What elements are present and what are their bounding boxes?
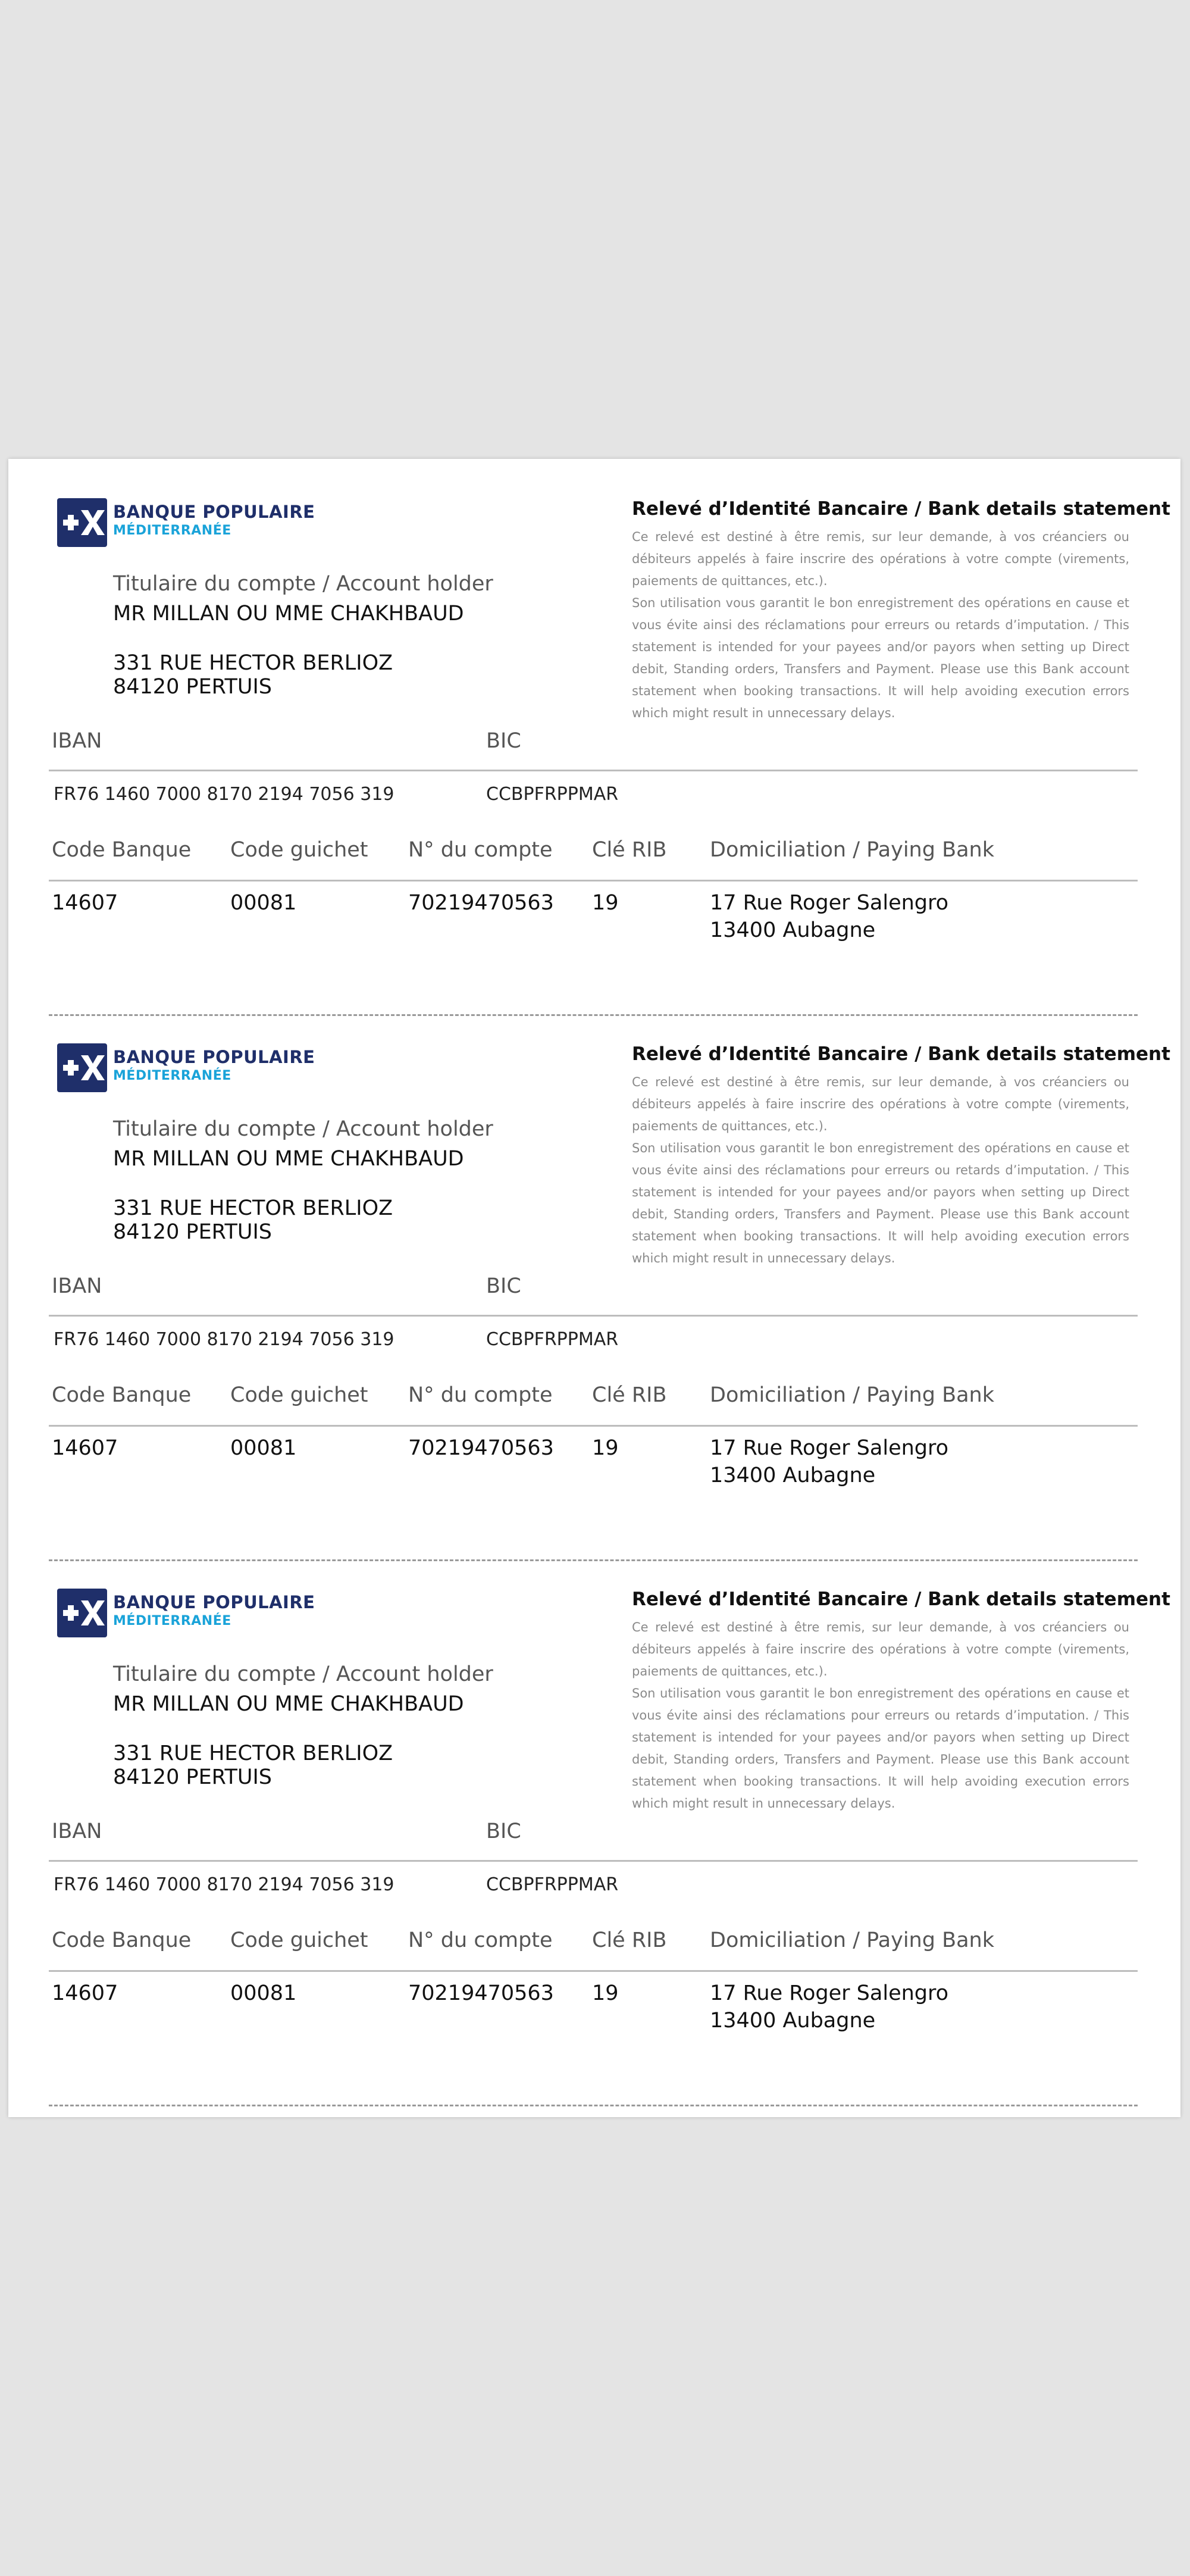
rib-statement: [8, 459, 1180, 1004]
value-domiciliation-line1: 17 Rue Roger Salengro: [710, 1436, 949, 1460]
bic-value: CCBPFRPPMAR: [486, 784, 619, 805]
divider: [49, 1970, 1138, 1972]
value-domiciliation-line1: 17 Rue Roger Salengro: [710, 1981, 949, 2005]
header-domiciliation: Domiciliation / Paying Bank: [710, 838, 994, 862]
bank-logo: [57, 498, 319, 552]
divider: [49, 1315, 1138, 1317]
rib-statement: [8, 1004, 1180, 1549]
bank-logo-icon: [57, 1043, 107, 1092]
header-code-guichet: Code guichet: [230, 1928, 368, 1952]
header-code-banque: Code Banque: [52, 1928, 192, 1952]
statement-notice-en: Son utilisation vous garantit le bon enregistrement des opérations en cause et vous évite ainsi des réclamations pour erreurs ou retards d’imputation. / This statement is intended for your payees and/or payors when setting up Direct debit, Standing orders, Transfers and Payment. Please use this Bank account statement when booking transactions. It will help avoiding execution errors which might result in unnecessary delays.: [632, 1686, 1129, 1811]
header-numero-compte: N° du compte: [408, 838, 553, 862]
document-page: [8, 459, 1180, 2117]
bank-region: MÉDITERRANÉE: [113, 1614, 231, 1628]
header-cle-rib: Clé RIB: [592, 838, 667, 862]
statement-title: Relevé d’Identité Bancaire / Bank details statement: [632, 1589, 1170, 1610]
value-numero-compte: 70219470563: [408, 1436, 554, 1460]
header-numero-compte: N° du compte: [408, 1928, 553, 1952]
bank-region: MÉDITERRANÉE: [113, 523, 231, 538]
account-holder-label: Titulaire du compte / Account holder: [113, 1662, 493, 1686]
value-code-banque: 14607: [52, 1436, 118, 1460]
statement-notice-fr: Ce relevé est destiné à être remis, sur leur demande, à vos créanciers ou débiteurs appelés à faire inscrire des opérations à votre compte (virements, paiements de quittances, etc.).: [632, 1620, 1129, 1678]
rib-statement: [8, 1549, 1180, 2094]
bic-value: CCBPFRPPMAR: [486, 1329, 619, 1350]
divider: [49, 880, 1138, 881]
value-domiciliation-line2: 13400 Aubagne: [710, 1464, 876, 1487]
header-domiciliation: Domiciliation / Paying Bank: [710, 1383, 994, 1407]
statement-notice-en: Son utilisation vous garantit le bon enregistrement des opérations en cause et vous évite ainsi des réclamations pour erreurs ou retards d’imputation. / This statement is intended for your payees and/or payors when setting up Direct debit, Standing orders, Transfers and Payment. Please use this Bank account statement when booking transactions. It will help avoiding execution errors which might result in unnecessary delays.: [632, 596, 1129, 720]
value-domiciliation-line1: 17 Rue Roger Salengro: [710, 891, 949, 915]
bank-logo-icon: [57, 1589, 107, 1637]
iban-label: IBAN: [52, 729, 102, 753]
divider: [49, 770, 1138, 771]
header-cle-rib: Clé RIB: [592, 1383, 667, 1407]
header-cle-rib: Clé RIB: [592, 1928, 667, 1952]
iban-label: IBAN: [52, 1274, 102, 1298]
holder-address-line2: 84120 PERTUIS: [113, 675, 272, 699]
bic-label: BIC: [486, 1820, 521, 1843]
value-code-guichet: 00081: [230, 1981, 297, 2005]
account-holder-label: Titulaire du compte / Account holder: [113, 1117, 493, 1141]
holder-address-line1: 331 RUE HECTOR BERLIOZ: [113, 651, 393, 675]
bank-region: MÉDITERRANÉE: [113, 1068, 231, 1083]
holder-address-line2: 84120 PERTUIS: [113, 1220, 272, 1244]
value-cle-rib: 19: [592, 1981, 619, 2005]
statement-notice-fr: Ce relevé est destiné à être remis, sur leur demande, à vos créanciers ou débiteurs appelés à faire inscrire des opérations à votre compte (virements, paiements de quittances, etc.).: [632, 1075, 1129, 1133]
bank-logo: [57, 1589, 319, 1642]
header-code-banque: Code Banque: [52, 1383, 192, 1407]
bank-name: BANQUE POPULAIRE: [113, 1592, 315, 1612]
divider: [49, 1860, 1138, 1862]
cut-line: [49, 2105, 1138, 2106]
account-holder-label: Titulaire du compte / Account holder: [113, 572, 493, 596]
statement-notice-en: Son utilisation vous garantit le bon enregistrement des opérations en cause et vous évite ainsi des réclamations pour erreurs ou retards d’imputation. / This statement is intended for your payees and/or payors when setting up Direct debit, Standing orders, Transfers and Payment. Please use this Bank account statement when booking transactions. It will help avoiding execution errors which might result in unnecessary delays.: [632, 1141, 1129, 1265]
value-domiciliation-line2: 13400 Aubagne: [710, 918, 876, 942]
value-code-banque: 14607: [52, 891, 118, 915]
header-code-guichet: Code guichet: [230, 1383, 368, 1407]
iban-label: IBAN: [52, 1820, 102, 1843]
header-domiciliation: Domiciliation / Paying Bank: [710, 1928, 994, 1952]
holder-address-line1: 331 RUE HECTOR BERLIOZ: [113, 1196, 393, 1220]
statement-title: Relevé d’Identité Bancaire / Bank details statement: [632, 1043, 1170, 1065]
bic-label: BIC: [486, 729, 521, 753]
iban-value: FR76 1460 7000 8170 2194 7056 319: [54, 1874, 394, 1895]
statement-notice: [632, 1617, 1129, 1815]
statement-notice-fr: Ce relevé est destiné à être remis, sur leur demande, à vos créanciers ou débiteurs appelés à faire inscrire des opérations à votre compte (virements, paiements de quittances, etc.).: [632, 530, 1129, 588]
value-cle-rib: 19: [592, 1436, 619, 1460]
header-code-guichet: Code guichet: [230, 838, 368, 862]
bank-logo: [57, 1043, 319, 1097]
value-cle-rib: 19: [592, 891, 619, 915]
statement-title: Relevé d’Identité Bancaire / Bank details statement: [632, 498, 1170, 520]
account-holder-name: MR MILLAN OU MME CHAKHBAUD: [113, 602, 464, 626]
account-holder-name: MR MILLAN OU MME CHAKHBAUD: [113, 1692, 464, 1716]
value-domiciliation-line2: 13400 Aubagne: [710, 2009, 876, 2033]
bic-label: BIC: [486, 1274, 521, 1298]
value-code-guichet: 00081: [230, 891, 297, 915]
header-numero-compte: N° du compte: [408, 1383, 553, 1407]
bic-value: CCBPFRPPMAR: [486, 1874, 619, 1895]
header-code-banque: Code Banque: [52, 838, 192, 862]
value-code-banque: 14607: [52, 1981, 118, 2005]
iban-value: FR76 1460 7000 8170 2194 7056 319: [54, 1329, 394, 1350]
value-numero-compte: 70219470563: [408, 1981, 554, 2005]
bank-logo-icon: [57, 498, 107, 547]
account-holder-name: MR MILLAN OU MME CHAKHBAUD: [113, 1147, 464, 1171]
statement-notice: [632, 526, 1129, 724]
bank-name: BANQUE POPULAIRE: [113, 1047, 315, 1067]
statement-notice: [632, 1071, 1129, 1270]
value-code-guichet: 00081: [230, 1436, 297, 1460]
divider: [49, 1425, 1138, 1427]
value-numero-compte: 70219470563: [408, 891, 554, 915]
holder-address-line1: 331 RUE HECTOR BERLIOZ: [113, 1742, 393, 1765]
iban-value: FR76 1460 7000 8170 2194 7056 319: [54, 784, 394, 805]
holder-address-line2: 84120 PERTUIS: [113, 1765, 272, 1789]
bank-name: BANQUE POPULAIRE: [113, 502, 315, 522]
